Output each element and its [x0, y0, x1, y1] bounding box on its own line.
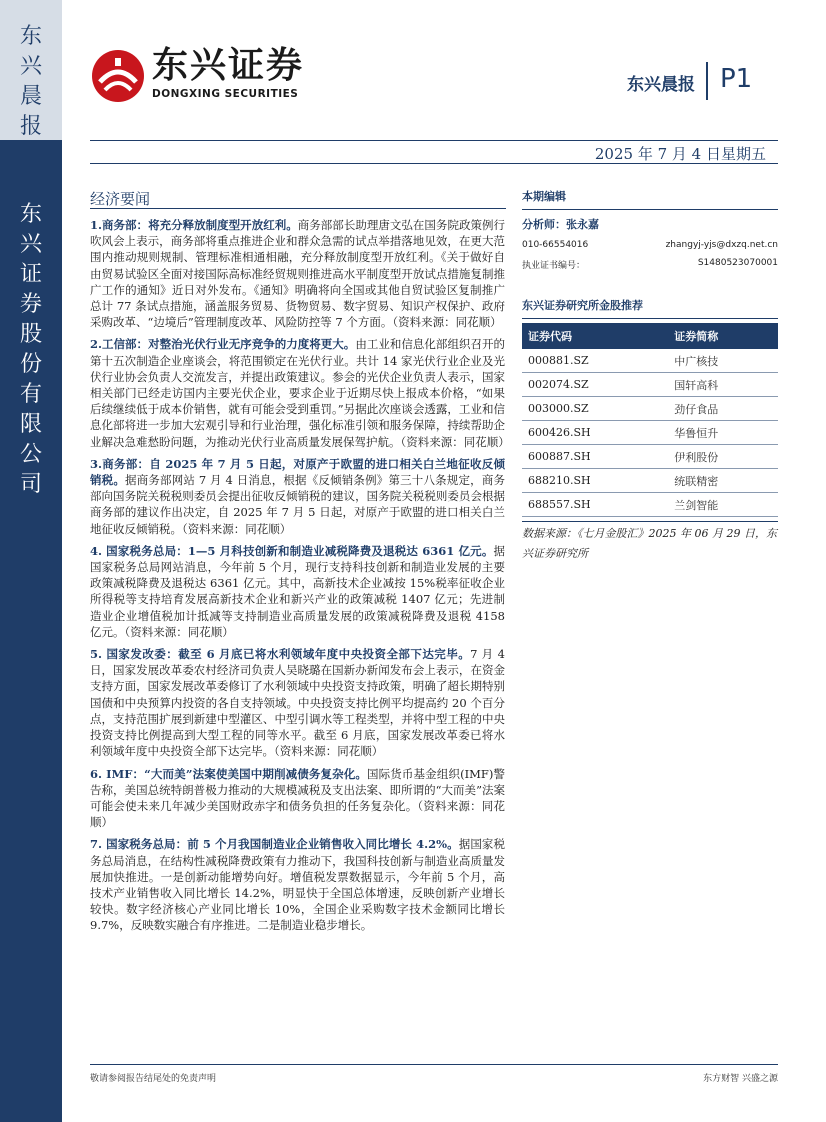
table-row [522, 469, 778, 493]
footer-disclaimer: 敬请参阅报告结尾处的免责声明 [90, 1074, 217, 1084]
news-title: 6. IMF：“大而美”法案使美国中期削减债务复杂化。 [90, 766, 368, 781]
sidebar-bottom [0, 140, 62, 1122]
contact-row [522, 240, 778, 250]
stock-code: 002074.SZ [522, 373, 668, 397]
table-row [522, 373, 778, 397]
report-date: 2025 年 7 月 4 日星期五 [594, 145, 766, 163]
cert-number: S1480523070001 [697, 258, 778, 268]
sidebar-company-name: 东兴证券股份有限公司 [19, 202, 42, 497]
recommend-heading: 东兴证券研究所金股推荐 [522, 299, 643, 312]
stock-name: 国轩高科 [668, 373, 778, 397]
news-list [90, 217, 510, 940]
news-item [90, 836, 505, 933]
stock-name: 中广核技 [668, 349, 778, 373]
stock-code: 688210.SH [522, 469, 668, 493]
news-title: 4. 国家税务总局：1—5 月科技创新和制造业减税降费及退税达 6361 亿元。 [90, 543, 494, 558]
news-title: 3.商务部：自 2025 年 7 月 5 日起，对原产于欧盟的进口相关白兰地征收反倾销税。 [90, 456, 505, 488]
news-item [90, 646, 505, 759]
col-name-header: 证券简称 [668, 323, 778, 349]
footer-divider [90, 1064, 778, 1065]
news-title: 1.商务部：将充分释放制度型开放红利。 [90, 218, 298, 232]
news-item [90, 217, 505, 330]
stock-name: 华鲁恒升 [668, 421, 778, 445]
right-column [522, 188, 778, 564]
stock-code: 600887.SH [522, 445, 668, 469]
table-row [522, 493, 778, 517]
stock-name: 劲仔食品 [668, 397, 778, 421]
news-title: 5. 国家发改委：截至 6 月底已将水利领域年度中央投资全部下达完毕。 [90, 647, 471, 662]
stock-name: 兰剑智能 [668, 493, 778, 517]
table-row [522, 421, 778, 445]
stock-name: 伊利股份 [668, 445, 778, 469]
stock-code: 600426.SH [522, 421, 668, 445]
date-bar [90, 140, 778, 164]
news-body: 由工业和信息化部组织召开的第十五次制造企业座谈会，将范围锁定在光伏行业。共计 14 家光伏行业企业及光伏行业协会负责人交流发言，并提出政策建议。参会的光伏企业负责人表示，国家相关部门已经走访国内主要光伏企业，要求企业于近期尽快上报成本价格，“如果后续继续低于成本价销售，就有可能会受到重罚。”另据此次座谈会透露，工业和信息化部将进一步加大宏观引导和行业治理，强化标准引领和服务保障，持续帮助企业解决急难愁盼问题，为推动光伏行业高质量发展保驾护航。（资料来源：同花顺） [90, 337, 510, 449]
news-body: 据商务部网站 7 月 4 日消息，根据《反倾销条例》第三十八条规定，商务部向国务院关税税则委员会提出征收反倾销税的建议，国务院关税税则委员会根据商务部的建议作出决定，自 2025 年 7 月 5 日起，对原产于欧盟的进口相关白兰地征收反倾销税。（资料来源：同花顺） [90, 473, 505, 536]
stock-code: 688557.SH [522, 493, 668, 517]
news-body: 据国家税务总局网站消息，今年前 5 个月，现行支持科技创新和制造业发展的主要政策减税降费及退税达 6361 亿元。其中，高新技术企业减按 15%税率征收企业所得税等支持培育发展高新技术企业和新兴产业的政策减税 1407 亿元；先进制造业企业增值税加计抵减等支持制造业高质量发展的政策减税降费及退税 4158 亿元。（资料来源：同花顺） [90, 543, 505, 639]
cert-row [522, 258, 778, 271]
stock-table-header [522, 323, 778, 349]
sidebar-top [0, 0, 62, 140]
news-body: 7 月 4 日，国家发展改革委农村经济司负责人吴晓璐在国新办新闻发布会上表示，在资金支持方面，国家发展改革委修订了水利领域中央投资支持政策，明确了超长期特别国债和中央预算内投资的各自支持领域。中央投资支持比例平均提高约 20 个百分点，支持范围扩展到新建中型灌区、中型引调水等工程类型，并将中型工程的中央投资支持比例提高到大型工程的同等水平。截至 6 月底，国家发展改革委已将水利领域年度中央投资全部下达完毕。（资料来源：同花顺） [90, 647, 505, 759]
stock-code: 000881.SZ [522, 349, 668, 373]
table-row [522, 445, 778, 469]
news-body: 据国家税务总局消息，在结构性减税降费政策有力推动下，我国科技创新与制造业高质量发展加快推进。一是创新动能增势向好。增值税发票数据显示，今年前 5 个月，高技术产业销售收入同比增长 14.2%，明显快于全国总体增速，反映创新产业增长较快。数字经济核心产业同比增长 10%，全国企业采购数字技术金额同比增长 9.7%，反映数实融合有序推进。二是制造业稳步增长。 [90, 837, 506, 933]
table-row [522, 397, 778, 421]
news-title: 2.工信部：对整治光伏行业无序竞争的力度将更大。 [90, 337, 356, 352]
col-code-header: 证券代码 [522, 323, 668, 349]
news-item [90, 336, 510, 449]
analyst-email[interactable]: zhangyj-yjs@dxzq.net.cn [665, 240, 778, 250]
stock-code: 003000.SZ [522, 397, 668, 421]
header-divider [706, 62, 708, 100]
news-item [90, 766, 505, 831]
footer-slogan: 东方财智 兴盛之源 [703, 1074, 778, 1084]
section-title: 经济要闻 [90, 190, 151, 208]
brand-name-cn: 东兴证券 [152, 45, 305, 86]
news-item [90, 543, 505, 640]
news-item [90, 456, 505, 537]
analyst-phone: 010-66554016 [522, 240, 589, 250]
page-number: P1 [720, 64, 753, 94]
brand-name-en: DONGXING SECURITIES [152, 88, 299, 100]
news-body: 商务部部长助理唐文弘在国务院政策例行吹风会上表示，商务部将重点推进企业和群众急需的试点举措落地见效，在更大范围内推动规则规制、管理标准相通相融，充分释放制度型开放红利。《关于做好自由贸易试验区全面对接国际高标准经贸规则推进高水平制度型开放试点措施复制推广工作的通知》近日对外发布。《通知》明确将向全国或其他自贸试验区复制推广总计 77 条试点措施，涵盖服务贸易、货物贸易、数字贸易、知识产权保护、政府采购改革、“边境后”管理制度改革、风险防控等 7 个方面。（资料来源：同花顺） [90, 218, 505, 330]
editor-divider [522, 209, 778, 210]
analyst-name: 分析师：张永嘉 [522, 218, 599, 231]
stock-name: 统联精密 [668, 469, 778, 493]
sidebar-report-name: 东兴晨报 [19, 24, 42, 139]
news-title: 7. 国家税务总局：前 5 个月我国制造业企业销售收入同比增长 4.2%。 [90, 837, 459, 852]
cert-label: 执业证书编号： [522, 261, 586, 271]
company-logo-icon [90, 48, 146, 104]
news-body: 国际货币基金组织(IMF)警告称，美国总统特朗普极力推动的大规模减税及支出法案、即所谓的“大而美”法案可能会使未来几年减少美国财政赤字和债务负担的任务复杂化。（资料来源：同花顺） [90, 766, 505, 830]
table-row [522, 349, 778, 373]
stock-table [522, 323, 778, 517]
editor-heading: 本期编辑 [522, 190, 566, 203]
section-divider [90, 208, 506, 209]
data-source-note: 数据来源：《七月金股汇》2025 年 06 月 29 日，东兴证券研究所 [522, 521, 778, 564]
recommend-divider [522, 318, 778, 319]
report-title: 东兴晨报 [627, 75, 695, 95]
